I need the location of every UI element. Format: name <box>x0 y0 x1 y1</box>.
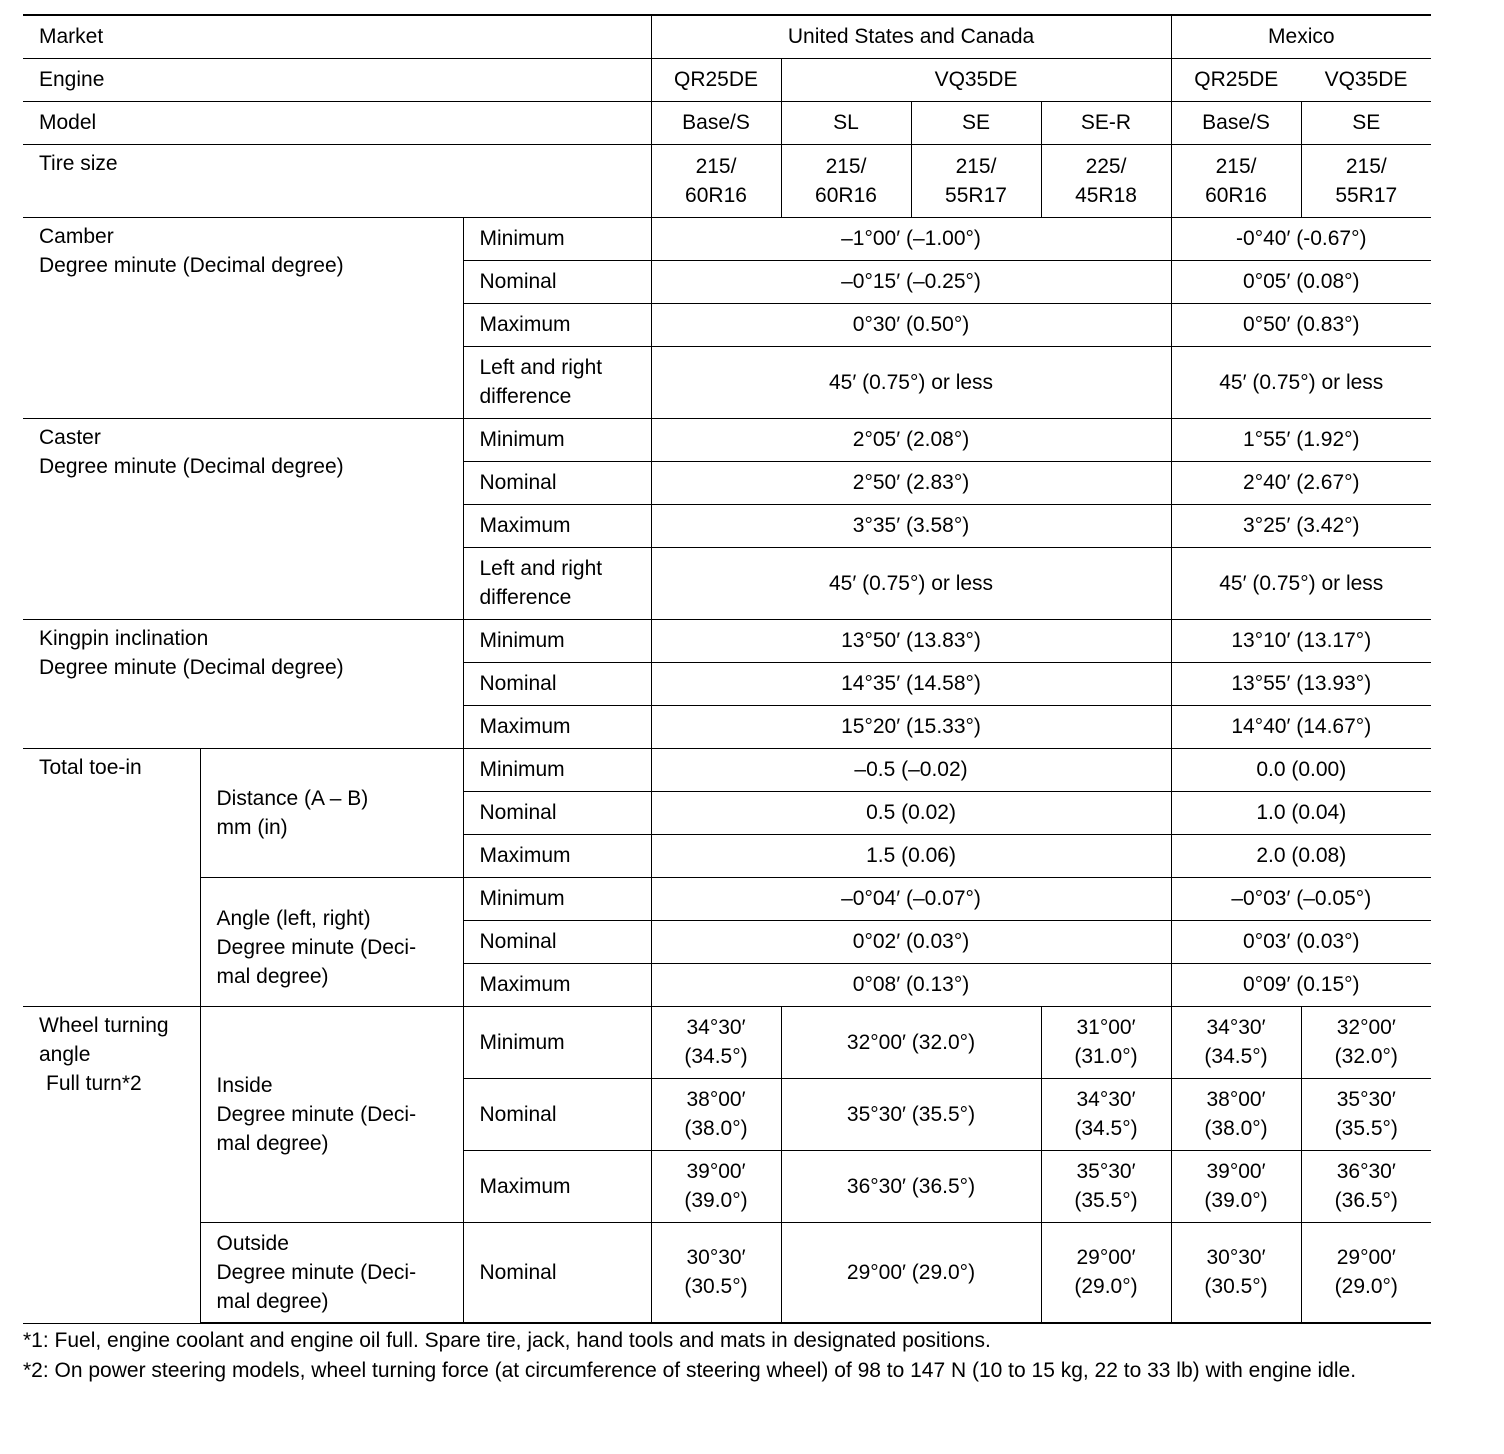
engine-qr25de: QR25DE <box>651 58 781 101</box>
table-row <box>23 619 1431 662</box>
camber-mx-nom: 0°05′ (0.08°) <box>1171 260 1431 303</box>
footnotes <box>23 1326 1431 1386</box>
table-row <box>23 217 1431 260</box>
model-cell: Base/S <box>651 101 781 144</box>
model-cell: SE <box>911 101 1041 144</box>
level-maximum: Maximum <box>463 705 651 748</box>
toe-in-label: Total toe-in <box>23 748 200 1006</box>
toe-angle-mx-nom: 0°03′ (0.03°) <box>1171 920 1431 963</box>
level-maximum: Maximum <box>463 963 651 1006</box>
level-nominal: Nominal <box>463 920 651 963</box>
wheel-inside-min-qr: 34°30′ (34.5°) <box>651 1006 781 1078</box>
wheel-inside-label: Inside Degree minute (Deci- mal degree) <box>200 1006 463 1222</box>
toe-angle-us-nom: 0°02′ (0.03°) <box>651 920 1171 963</box>
wheel-outside-nom-ser: 29°00′ (29.0°) <box>1041 1222 1171 1323</box>
caster-label: Caster Degree minute (Decimal degree) <box>23 418 463 619</box>
level-nominal: Nominal <box>463 461 651 504</box>
toe-distance-mx-max: 2.0 (0.08) <box>1171 834 1431 877</box>
wheel-turning-angle-label: Wheel turning angle Full turn*2 <box>23 1006 200 1323</box>
caster-us-min: 2°05′ (2.08°) <box>651 418 1171 461</box>
level-nominal: Nominal <box>463 662 651 705</box>
tire-size-cell: 215/ 60R16 <box>781 144 911 217</box>
wheel-inside-nom-qr: 38°00′ (38.0°) <box>651 1078 781 1150</box>
camber-us-min: –1°00′ (–1.00°) <box>651 217 1171 260</box>
tire-size-cell: 225/ 45R18 <box>1041 144 1171 217</box>
camber-us-nom: –0°15′ (–0.25°) <box>651 260 1171 303</box>
wheel-inside-max-qr: 39°00′ (39.0°) <box>651 1150 781 1222</box>
table-row <box>23 144 1431 217</box>
caster-us-diff: 45′ (0.75°) or less <box>651 547 1171 619</box>
level-minimum: Minimum <box>463 1006 651 1078</box>
wheel-inside-max-mx-qr: 39°00′ (39.0°) <box>1171 1150 1301 1222</box>
footnote-1: *1: Fuel, engine coolant and engine oil full. Spare tire, jack, hand tools and mats in designated positions. <box>23 1329 991 1352</box>
wheel-outside-nom-mx-vq: 29°00′ (29.0°) <box>1301 1222 1431 1323</box>
model-cell: SE-R <box>1041 101 1171 144</box>
level-nominal: Nominal <box>463 260 651 303</box>
camber-us-max: 0°30′ (0.50°) <box>651 303 1171 346</box>
table-row <box>23 101 1431 144</box>
level-minimum: Minimum <box>463 217 651 260</box>
toe-angle-mx-min: –0°03′ (–0.05°) <box>1171 877 1431 920</box>
toe-distance-us-nom: 0.5 (0.02) <box>651 791 1171 834</box>
level-minimum: Minimum <box>463 418 651 461</box>
caster-mx-max: 3°25′ (3.42°) <box>1171 504 1431 547</box>
level-maximum: Maximum <box>463 834 651 877</box>
wheel-inside-max-vq: 36°30′ (36.5°) <box>781 1150 1041 1222</box>
model-cell: SL <box>781 101 911 144</box>
camber-mx-max: 0°50′ (0.83°) <box>1171 303 1431 346</box>
tire-size-cell: 215/ 60R16 <box>651 144 781 217</box>
toe-distance-mx-nom: 1.0 (0.04) <box>1171 791 1431 834</box>
wheel-inside-min-vq: 32°00′ (32.0°) <box>781 1006 1041 1078</box>
toe-distance-mx-min: 0.0 (0.00) <box>1171 748 1431 791</box>
tire-size-label: Tire size <box>23 144 651 217</box>
caster-mx-diff: 45′ (0.75°) or less <box>1171 547 1431 619</box>
model-cell: SE <box>1301 101 1431 144</box>
camber-label: Camber Degree minute (Decimal degree) <box>23 217 463 418</box>
wheel-inside-max-mx-vq: 36°30′ (36.5°) <box>1301 1150 1431 1222</box>
table-row <box>23 748 1431 791</box>
toe-angle-label: Angle (left, right) Degree minute (Deci- mal degree) <box>200 877 463 1006</box>
kingpin-mx-max: 14°40′ (14.67°) <box>1171 705 1431 748</box>
table-row <box>23 15 1431 58</box>
camber-mx-min: -0°40′ (-0.67°) <box>1171 217 1431 260</box>
toe-angle-mx-max: 0°09′ (0.15°) <box>1171 963 1431 1006</box>
toe-distance-us-max: 1.5 (0.06) <box>651 834 1171 877</box>
camber-mx-diff: 45′ (0.75°) or less <box>1171 346 1431 418</box>
toe-distance-label: Distance (A – B) mm (in) <box>200 748 463 877</box>
table-row <box>23 418 1431 461</box>
wheel-inside-nom-ser: 34°30′ (34.5°) <box>1041 1078 1171 1150</box>
level-maximum: Maximum <box>463 1150 651 1222</box>
alignment-spec-table <box>23 14 1431 1324</box>
wheel-outside-nom-qr: 30°30′ (30.5°) <box>651 1222 781 1323</box>
kingpin-us-min: 13°50′ (13.83°) <box>651 619 1171 662</box>
footnote-2: *2: On power steering models, wheel turning force (at circumference of steering wheel) of 98 to 147 N (10 to 15 kg, 22 to 33 lb) with engine idle. <box>23 1359 1357 1382</box>
wheel-inside-min-ser: 31°00′ (31.0°) <box>1041 1006 1171 1078</box>
level-nominal: Nominal <box>463 791 651 834</box>
level-minimum: Minimum <box>463 619 651 662</box>
level-left-right-difference: Left and right difference <box>463 346 651 418</box>
level-maximum: Maximum <box>463 504 651 547</box>
wheel-inside-nom-vq: 35°30′ (35.5°) <box>781 1078 1041 1150</box>
wheel-inside-min-mx-qr: 34°30′ (34.5°) <box>1171 1006 1301 1078</box>
kingpin-mx-nom: 13°55′ (13.93°) <box>1171 662 1431 705</box>
kingpin-us-max: 15°20′ (15.33°) <box>651 705 1171 748</box>
caster-us-max: 3°35′ (3.58°) <box>651 504 1171 547</box>
toe-angle-us-max: 0°08′ (0.13°) <box>651 963 1171 1006</box>
wheel-outside-label: Outside Degree minute (Deci- mal degree) <box>200 1222 463 1323</box>
engine-qr25de-mexico: QR25DE <box>1171 58 1301 101</box>
level-minimum: Minimum <box>463 748 651 791</box>
wheel-inside-max-ser: 35°30′ (35.5°) <box>1041 1150 1171 1222</box>
level-nominal: Nominal <box>463 1222 651 1323</box>
kingpin-label: Kingpin inclination Degree minute (Decimal degree) <box>23 619 463 748</box>
wheel-outside-nom-mx-qr: 30°30′ (30.5°) <box>1171 1222 1301 1323</box>
wheel-outside-nom-vq: 29°00′ (29.0°) <box>781 1222 1041 1323</box>
camber-us-diff: 45′ (0.75°) or less <box>651 346 1171 418</box>
market-mexico: Mexico <box>1171 15 1431 58</box>
engine-label: Engine <box>23 58 651 101</box>
engine-vq35de: VQ35DE <box>781 58 1171 101</box>
table-row <box>23 1006 1431 1078</box>
model-label: Model <box>23 101 651 144</box>
wheel-inside-min-mx-vq: 32°00′ (32.0°) <box>1301 1006 1431 1078</box>
toe-distance-us-min: –0.5 (–0.02) <box>651 748 1171 791</box>
caster-us-nom: 2°50′ (2.83°) <box>651 461 1171 504</box>
table-row <box>23 877 1431 920</box>
toe-angle-us-min: –0°04′ (–0.07°) <box>651 877 1171 920</box>
kingpin-mx-min: 13°10′ (13.17°) <box>1171 619 1431 662</box>
table-row <box>23 1222 1431 1323</box>
tire-size-cell: 215/ 60R16 <box>1171 144 1301 217</box>
model-cell: Base/S <box>1171 101 1301 144</box>
level-nominal: Nominal <box>463 1078 651 1150</box>
level-minimum: Minimum <box>463 877 651 920</box>
market-label: Market <box>23 15 651 58</box>
caster-mx-nom: 2°40′ (2.67°) <box>1171 461 1431 504</box>
tire-size-cell: 215/ 55R17 <box>1301 144 1431 217</box>
caster-mx-min: 1°55′ (1.92°) <box>1171 418 1431 461</box>
wheel-inside-nom-mx-vq: 35°30′ (35.5°) <box>1301 1078 1431 1150</box>
level-maximum: Maximum <box>463 303 651 346</box>
level-left-right-difference: Left and right difference <box>463 547 651 619</box>
tire-size-cell: 215/ 55R17 <box>911 144 1041 217</box>
table-row <box>23 58 1431 101</box>
market-us-canada: United States and Canada <box>651 15 1171 58</box>
kingpin-us-nom: 14°35′ (14.58°) <box>651 662 1171 705</box>
wheel-inside-nom-mx-qr: 38°00′ (38.0°) <box>1171 1078 1301 1150</box>
engine-vq35de-mexico: VQ35DE <box>1301 58 1431 101</box>
